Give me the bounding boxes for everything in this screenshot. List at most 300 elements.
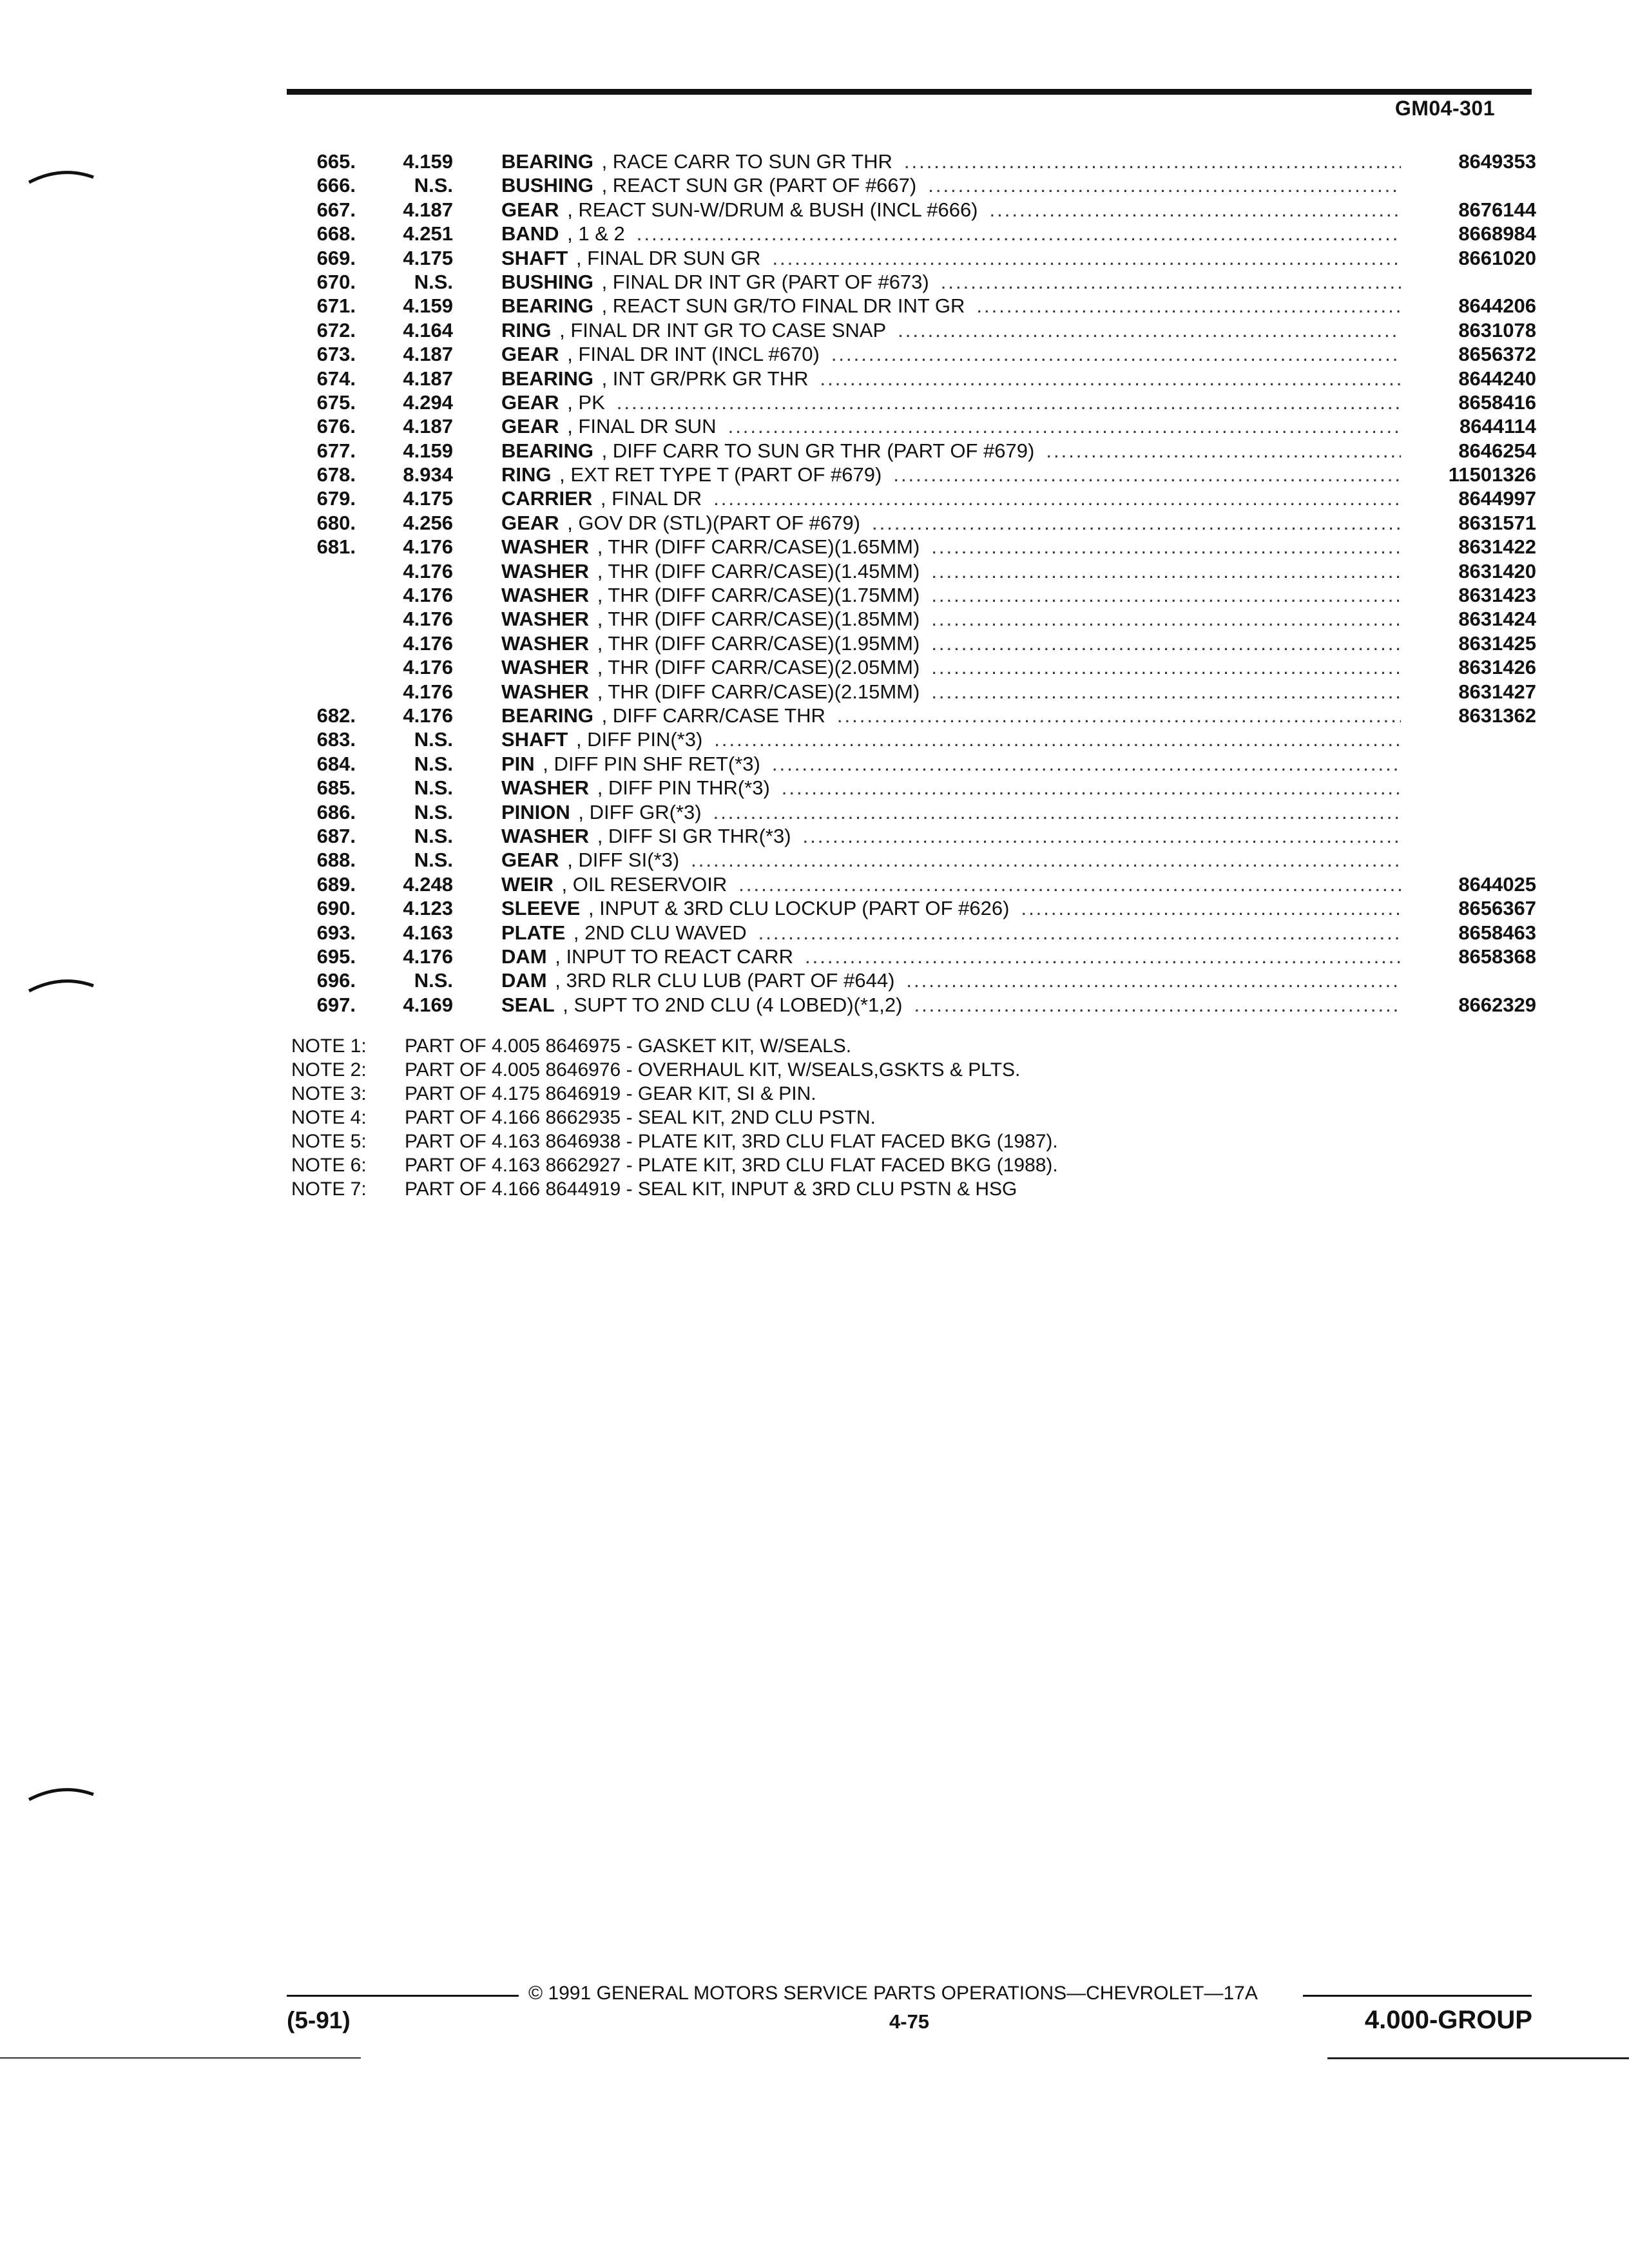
leader-dots [1021,896,1401,920]
part-detail: , THR (DIFF CARR/CASE)(1.95MM) [592,631,920,655]
part-description [501,149,1401,173]
group-number: N.S. [414,824,453,847]
part-description [501,704,1401,727]
group-number: N.S. [414,270,453,293]
part-row [284,367,1536,390]
part-description [501,367,1401,390]
part-name: BAND [501,222,559,245]
item-number: 675. [316,390,356,414]
part-row [284,968,1536,992]
note-line [291,1106,1387,1129]
item-number: 681. [316,535,356,559]
item-number: 696. [316,969,356,992]
leader-dots [893,463,1401,486]
leader-dots [990,198,1401,222]
part-row [284,945,1536,968]
note-text: PART OF 4.005 8646976 - OVERHAUL KIT, W/SEALS,GSKTS & PLTS. [405,1059,1021,1081]
leader-dots [637,222,1401,245]
group-number: N.S. [414,849,453,872]
part-number: 8644997 [1458,487,1536,510]
part-detail: , INPUT TO REACT CARR [549,945,793,968]
leader-dots [713,800,1401,824]
group-number: 4.294 [403,390,453,414]
part-description [501,535,1401,559]
group-number: 4.176 [403,535,453,559]
part-description [501,463,1401,486]
part-description [501,993,1401,1017]
leader-dots [931,655,1401,679]
item-number: 682. [316,704,356,727]
part-description [501,318,1401,342]
group-number: 4.123 [403,897,453,920]
part-description [501,752,1401,776]
part-row [284,511,1536,535]
part-number: 8631427 [1458,680,1536,703]
part-number: 8631422 [1458,535,1536,559]
part-number: 8644206 [1458,294,1536,318]
part-name: WASHER [501,535,590,559]
group-number: 4.251 [403,222,453,245]
part-detail: , THR (DIFF CARR/CASE)(1.65MM) [592,535,920,559]
leader-dots [820,367,1401,390]
page-number: 4-75 [889,2010,930,2033]
part-row [284,294,1536,318]
part-row [284,342,1536,366]
part-row [284,921,1536,945]
leader-dots [772,246,1401,270]
part-detail: , SUPT TO 2ND CLU (4 LOBED)(*1,2) [557,993,903,1016]
group-number: 8.934 [403,463,453,486]
part-row [284,824,1536,848]
part-name: DAM [501,945,547,968]
item-number: 685. [316,776,356,800]
leader-dots [714,727,1401,751]
note-text: PART OF 4.166 8662935 - SEAL KIT, 2ND CLU PSTN. [405,1107,876,1128]
part-number: 8662329 [1458,993,1536,1016]
group-number: 4.176 [403,584,453,607]
part-description [501,776,1401,800]
part-name: WASHER [501,776,590,800]
part-row [284,655,1536,679]
bottom-rule-right [1327,2057,1629,2059]
part-name: GEAR [501,849,559,872]
part-description [501,173,1401,197]
leader-dots [772,752,1401,776]
note-text: PART OF 4.163 8646938 - PLATE KIT, 3RD CLU FLAT FACED BKG (1987). [405,1131,1058,1152]
part-description [501,945,1401,968]
leader-dots [803,824,1401,848]
leader-dots [617,390,1401,414]
part-row [284,704,1536,727]
item-number: 677. [316,439,356,462]
part-description [501,655,1401,679]
bottom-rule-left [0,2057,361,2059]
punch-hole-mark-icon [26,973,97,999]
group-number: N.S. [414,969,453,992]
part-number: 8668984 [1458,222,1536,245]
item-number: 666. [316,174,356,197]
note-line [291,1034,1387,1058]
part-name: GEAR [501,343,559,366]
part-detail: , THR (DIFF CARR/CASE)(1.85MM) [592,608,920,631]
leader-dots [931,583,1401,607]
part-number: 8631424 [1458,608,1536,631]
part-number: 8661020 [1458,246,1536,269]
note-text: PART OF 4.175 8646919 - GEAR KIT, SI & PIN. [405,1083,816,1104]
part-description [501,511,1401,535]
part-number: 8656372 [1458,343,1536,366]
part-detail: , THR (DIFF CARR/CASE)(1.75MM) [592,584,920,607]
part-description [501,800,1401,824]
part-detail: , THR (DIFF CARR/CASE)(2.15MM) [592,680,920,703]
part-detail: , FINAL DR SUN [561,415,717,438]
part-row [284,246,1536,270]
part-row [284,149,1536,173]
part-description [501,294,1401,318]
part-detail: , DIFF CARR TO SUN GR THR (PART OF #679) [595,439,1035,462]
part-name: BEARING [501,704,593,727]
note-label: NOTE 7: [291,1178,367,1200]
part-number: 8646254 [1458,439,1536,462]
group-number: 4.164 [403,318,453,341]
item-number: 667. [316,198,356,221]
item-number: 693. [316,921,356,944]
part-detail: , FINAL DR INT GR TO CASE SNAP [554,318,887,341]
part-row [284,439,1536,463]
part-row [284,486,1536,510]
part-row [284,583,1536,607]
part-description [501,390,1401,414]
part-detail: , FINAL DR INT (INCL #670) [561,343,820,366]
item-number: 670. [316,270,356,293]
note-label: NOTE 3: [291,1083,367,1104]
part-description [501,486,1401,510]
part-name: SHAFT [501,728,568,751]
leader-dots [691,848,1401,872]
group-number: 4.176 [403,559,453,582]
parts-list [284,149,1536,1017]
part-description [501,559,1401,583]
part-detail: , 2ND CLU WAVED [568,921,747,944]
leader-dots [976,294,1401,318]
part-row [284,222,1536,245]
group-number: 4.187 [403,198,453,221]
header-rule [287,89,1532,95]
item-number: 697. [316,993,356,1016]
part-detail: , EXT RET TYPE T (PART OF #679) [554,463,882,486]
part-number: 8644240 [1458,367,1536,390]
part-name: BUSHING [501,270,593,293]
group-number: 4.187 [403,343,453,366]
part-description [501,896,1401,920]
part-row [284,463,1536,486]
note-line [291,1129,1387,1153]
part-detail: , OIL RESERVOIR [555,872,728,896]
punch-hole-mark-icon [26,164,97,190]
part-row [284,727,1536,751]
item-number: 680. [316,511,356,534]
part-name: SLEEVE [501,897,581,920]
part-number: 8644025 [1458,872,1536,896]
footer-rule-left [287,1995,519,1997]
part-row [284,800,1536,824]
revision-date: (5-91) [287,2007,351,2033]
item-number: 676. [316,415,356,438]
part-name: WASHER [501,584,590,607]
part-row [284,270,1536,294]
part-detail: , FINAL DR SUN GR [570,246,761,269]
part-name: SEAL [501,993,555,1016]
leader-dots [872,511,1401,535]
note-label: NOTE 5: [291,1131,367,1152]
group-number: N.S. [414,776,453,800]
note-line [291,1153,1387,1177]
part-number: 8644114 [1460,415,1536,438]
part-row [284,776,1536,800]
note-text: PART OF 4.166 8644919 - SEAL KIT, INPUT & 3RD CLU PSTN & HSG [405,1178,1017,1200]
part-row [284,559,1536,583]
part-description [501,680,1401,704]
part-name: PLATE [501,921,566,944]
group-number: 4.163 [403,921,453,944]
part-name: GEAR [501,390,559,414]
note-text: PART OF 4.163 8662927 - PLATE KIT, 3RD CLU FLAT FACED BKG (1988). [405,1155,1058,1176]
item-number: 671. [316,294,356,318]
part-name: PINION [501,800,570,823]
part-row [284,414,1536,438]
part-description [501,342,1401,366]
part-detail: , DIFF GR(*3) [572,800,702,823]
part-name: WASHER [501,608,590,631]
part-description [501,198,1401,222]
part-description [501,727,1401,751]
item-number: 672. [316,318,356,341]
part-detail: , THR (DIFF CARR/CASE)(2.05MM) [592,656,920,679]
group-number: 4.176 [403,608,453,631]
part-detail: , FINAL DR [595,487,702,510]
punch-hole-mark-icon [26,1782,97,1807]
part-number: 8658416 [1458,390,1536,414]
leader-dots [805,945,1401,968]
part-number: 8658463 [1458,921,1536,944]
part-row [284,752,1536,776]
note-line [291,1058,1387,1082]
part-row [284,631,1536,655]
group-number: 4.175 [403,487,453,510]
group-number: 4.176 [403,945,453,968]
note-label: NOTE 4: [291,1107,367,1128]
leader-dots [728,414,1401,438]
item-number: 674. [316,367,356,390]
part-description [501,270,1401,294]
catalog-code: GM04-301 [1394,97,1495,120]
group-number: N.S. [414,174,453,197]
part-detail: , DIFF SI(*3) [561,849,680,872]
item-number: 687. [316,824,356,847]
part-name: WASHER [501,631,590,655]
part-name: BEARING [501,294,593,318]
item-number: 679. [316,487,356,510]
note-label: NOTE 1: [291,1035,367,1057]
part-name: CARRIER [501,487,593,510]
part-row [284,390,1536,414]
leader-dots [931,535,1401,559]
part-detail: , 1 & 2 [561,222,625,245]
item-number: 669. [316,246,356,269]
group-number: 4.187 [403,367,453,390]
part-detail: , DIFF PIN(*3) [570,728,703,751]
part-number: 8649353 [1458,150,1536,173]
part-number: 8631426 [1458,656,1536,679]
group-number: 4.187 [403,415,453,438]
part-name: PIN [501,752,535,775]
part-number: 8656367 [1458,897,1536,920]
item-number: 683. [316,728,356,751]
item-number: 678. [316,463,356,486]
group-number: N.S. [414,800,453,823]
leader-dots [837,704,1401,727]
leader-dots [758,921,1401,945]
leader-dots [941,270,1401,294]
group-number: 4.159 [403,150,453,173]
group-number: 4.176 [403,631,453,655]
part-row [284,896,1536,920]
note-label: NOTE 2: [291,1059,367,1081]
part-row [284,680,1536,704]
item-number: 668. [316,222,356,245]
part-number: 8631425 [1458,631,1536,655]
note-text: PART OF 4.005 8646975 - GASKET KIT, W/SEALS. [405,1035,852,1057]
leader-dots [914,993,1401,1017]
part-description [501,631,1401,655]
part-name: DAM [501,969,547,992]
part-detail: , THR (DIFF CARR/CASE)(1.45MM) [592,559,920,582]
leader-dots [931,680,1401,704]
item-number: 684. [316,752,356,775]
leader-dots [898,318,1401,342]
group-number: 4.176 [403,656,453,679]
group-number: 4.175 [403,246,453,269]
leader-dots [931,631,1401,655]
leader-dots [906,968,1401,992]
part-number: 8631423 [1458,584,1536,607]
part-number: 8631571 [1458,511,1536,534]
part-detail: , DIFF SI GR THR(*3) [592,824,791,847]
copyright-line: © 1991 GENERAL MOTORS SERVICE PARTS OPERATIONS—CHEVROLET—17A [528,1983,1258,2004]
part-detail: , FINAL DR INT GR (PART OF #673) [595,270,929,293]
part-description [501,439,1401,463]
leader-dots [1046,439,1401,463]
part-detail: , REACT SUN GR/TO FINAL DR INT GR [595,294,965,318]
leader-dots [738,872,1401,896]
note-line [291,1082,1387,1106]
part-name: BEARING [501,439,593,462]
part-name: RING [501,463,552,486]
part-name: BEARING [501,367,593,390]
part-description [501,824,1401,848]
part-number: 8676144 [1458,198,1536,221]
part-description [501,414,1401,438]
part-name: WASHER [501,680,590,703]
part-name: WASHER [501,656,590,679]
leader-dots [904,149,1401,173]
part-name: WASHER [501,559,590,582]
part-detail: , INT GR/PRK GR THR [595,367,809,390]
group-number: 4.169 [403,993,453,1016]
part-number: 8631078 [1458,318,1536,341]
part-description [501,968,1401,992]
part-detail: , DIFF PIN SHF RET(*3) [537,752,760,775]
leader-dots [831,342,1401,366]
part-number: 8658368 [1458,945,1536,968]
part-name: GEAR [501,415,559,438]
part-number: 11501326 [1448,463,1536,486]
leader-dots [931,559,1401,583]
part-name: BUSHING [501,174,593,197]
group-number: 4.256 [403,511,453,534]
part-name: WASHER [501,824,590,847]
part-number: 8631420 [1458,559,1536,582]
leader-dots [928,173,1401,197]
part-detail: , 3RD RLR CLU LUB (PART OF #644) [549,969,895,992]
part-description [501,246,1401,270]
leader-dots [782,776,1401,800]
part-detail: , DIFF CARR/CASE THR [595,704,825,727]
notes-list [291,1034,1387,1201]
item-number: 686. [316,800,356,823]
part-name: GEAR [501,511,559,534]
part-description [501,921,1401,945]
note-line [291,1177,1387,1201]
note-label: NOTE 6: [291,1155,367,1176]
footer-rule-right [1303,1995,1532,1997]
part-name: RING [501,318,552,341]
part-detail: , REACT SUN-W/DRUM & BUSH (INCL #666) [561,198,978,221]
part-detail: , REACT SUN GR (PART OF #667) [595,174,917,197]
group-number: 4.159 [403,439,453,462]
group-label: 4.000-GROUP [1364,2006,1532,2034]
part-detail: , PK [561,390,605,414]
item-number: 688. [316,849,356,872]
item-number: 673. [316,343,356,366]
group-number: N.S. [414,752,453,775]
part-name: SHAFT [501,246,568,269]
part-row [284,993,1536,1017]
leader-dots [713,486,1401,510]
part-detail: , RACE CARR TO SUN GR THR [595,150,892,173]
part-row [284,535,1536,559]
group-number: 4.176 [403,680,453,703]
part-row [284,198,1536,222]
part-row [284,607,1536,631]
part-detail: , INPUT & 3RD CLU LOCKUP (PART OF #626) [583,897,1010,920]
item-number: 695. [316,945,356,968]
part-name: WEIR [501,872,554,896]
part-description [501,607,1401,631]
part-description [501,583,1401,607]
part-number: 8631362 [1458,704,1536,727]
group-number: 4.176 [403,704,453,727]
group-number: 4.248 [403,872,453,896]
item-number: 665. [316,150,356,173]
part-row [284,848,1536,872]
part-row [284,173,1536,197]
leader-dots [931,607,1401,631]
group-number: 4.159 [403,294,453,318]
part-description [501,872,1401,896]
part-detail: , DIFF PIN THR(*3) [592,776,770,800]
part-description [501,222,1401,245]
